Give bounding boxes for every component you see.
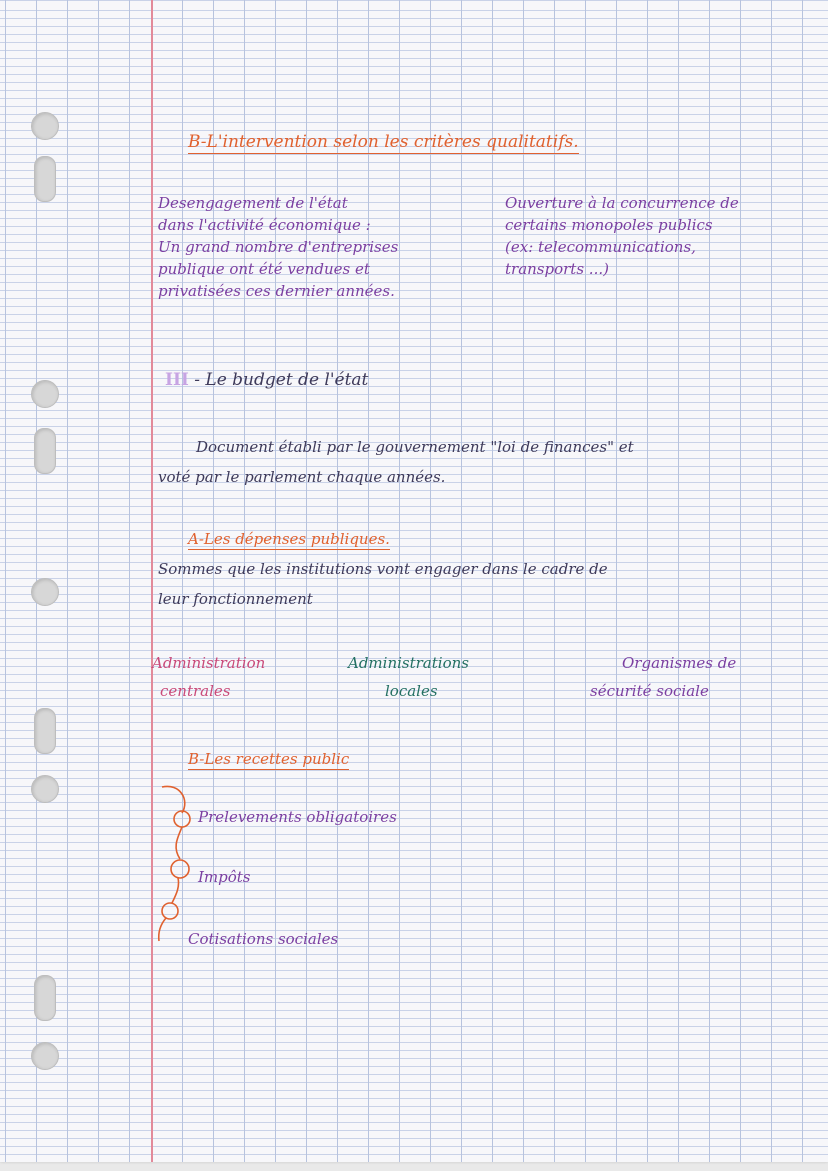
organismes-line-2: sécurité sociale [590, 682, 709, 700]
recette-item-prelevements: Prelevements obligatoires [198, 808, 397, 826]
recette-item-impots: Impôts [198, 868, 251, 886]
binder-hole [31, 775, 59, 803]
chain-connector-icon [150, 775, 200, 955]
heading-intervention: B-L'intervention selon les critères qualitatifs. [188, 132, 579, 152]
admin-centrales-line-1: Administration [152, 654, 266, 672]
heading-recettes: B-Les recettes public [188, 750, 350, 768]
right-line-3: (ex: telecommunications, [505, 238, 696, 256]
right-line-2: certains monopoles publics [505, 216, 713, 234]
left-line-1: Desengagement de l'état [158, 194, 348, 212]
heading-depenses: A-Les dépenses publiques. [188, 530, 390, 548]
binder-hole [31, 1042, 59, 1070]
binder-hole [31, 112, 59, 140]
left-line-5: privatisées ces dernier années. [158, 282, 395, 300]
admin-locales-line-1: Administrations [348, 654, 469, 672]
admin-locales-line-2: locales [385, 682, 438, 700]
budget-line-1: Document établi par le gouvernement "loi de finances" et [196, 438, 634, 456]
admin-centrales-line-2: centrales [160, 682, 231, 700]
left-line-3: Un grand nombre d'entreprises [158, 238, 399, 256]
binder-hole [34, 975, 56, 1021]
binder-hole [31, 380, 59, 408]
right-line-1: Ouverture à la concurrence de [505, 194, 739, 212]
organismes-line-1: Organismes de [622, 654, 737, 672]
recette-item-cotisations: Cotisations sociales [188, 930, 339, 948]
budget-line-2: voté par le parlement chaque années. [158, 468, 446, 486]
binder-hole [34, 428, 56, 474]
right-line-4: transports ...) [505, 260, 609, 278]
roman-numeral: III [165, 370, 189, 390]
left-line-2: dans l'activité économique : [158, 216, 371, 234]
binder-hole [34, 708, 56, 754]
depenses-line-1: Sommes que les institutions vont engager dans le cadre de [158, 560, 608, 578]
binder-hole [31, 578, 59, 606]
left-line-4: publique ont été vendues et [158, 260, 370, 278]
binder-hole [34, 156, 56, 202]
section-3-heading [165, 372, 368, 389]
depenses-line-2: leur fonctionnement [158, 590, 313, 608]
section-3-title: - Le budget de l'état [194, 370, 369, 390]
